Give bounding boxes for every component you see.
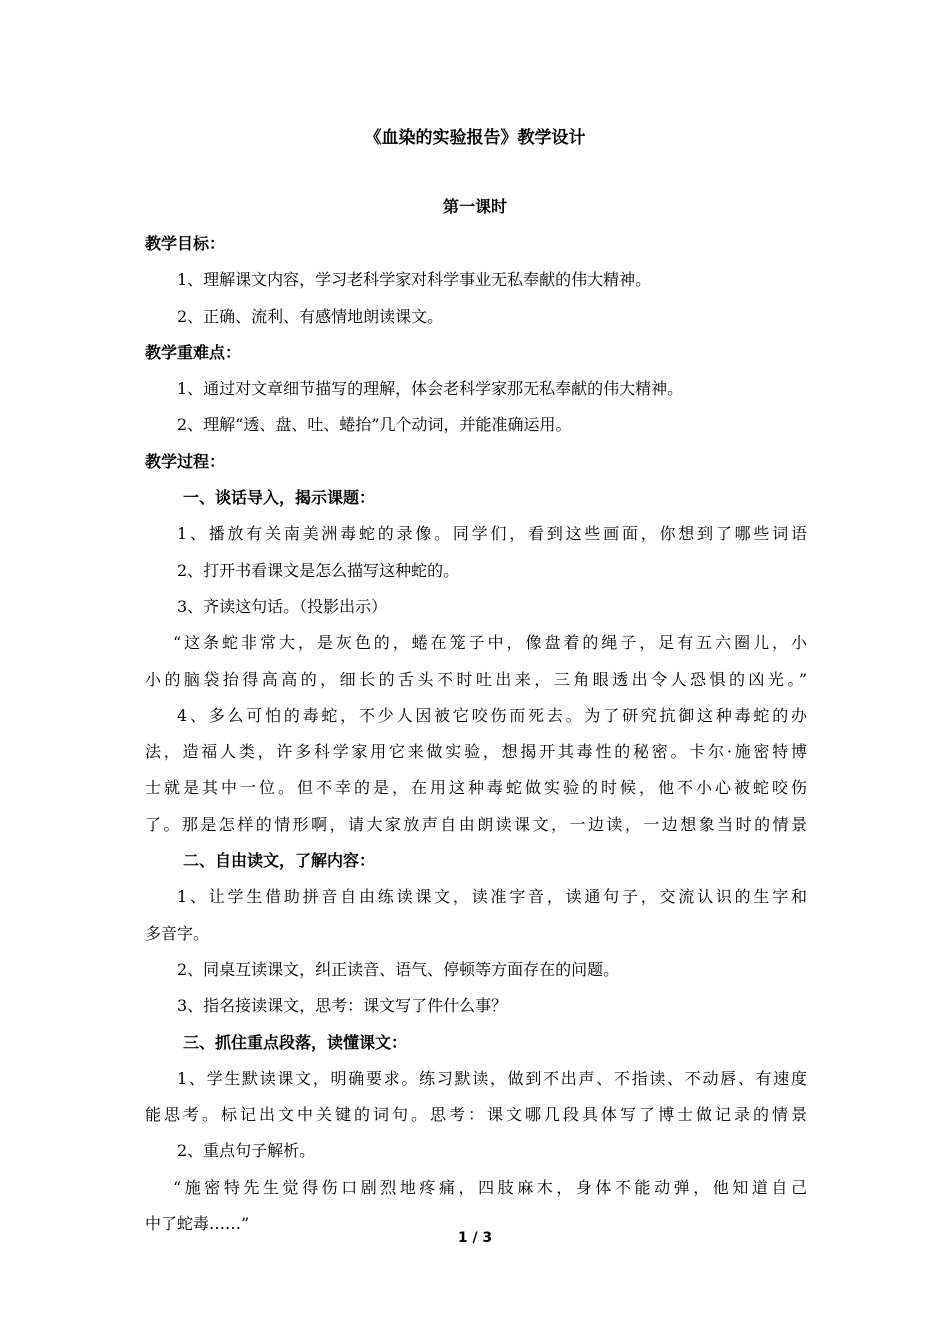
part2-item1-line2: 多音字。 [145, 923, 210, 943]
part2-item3: 3、指名接读课文，思考：课文写了件什么事？ [177, 996, 508, 1016]
objective-1: 1、理解课文内容，学习老科学家对科学事业无私奉献的伟大精神。 [177, 270, 652, 290]
difficulties-heading: 教学重难点： [145, 342, 242, 362]
quote2-line1: “施密特先生觉得伤口剧烈地疼痛，四肢麻木，身体不能动弹，他知道自己 [173, 1177, 807, 1197]
part2-heading: 二、自由读文，了解内容： [183, 851, 376, 871]
part1-item4-line3: 士就是其中一位。但不幸的是，在用这种毒蛇做实验的时候，他不小心被蛇咬伤 [145, 778, 807, 798]
difficulty-2: 2、理解“透、盘、吐、蜷抬”几个动词，并能准确运用。 [177, 415, 572, 435]
part1-item2: 2、打开书看课文是怎么描写这种蛇的。 [177, 560, 460, 580]
part1-item4-line2: 法，造福人类，许多科学家用它来做实验，想揭开其毒性的秘密。卡尔·施密特博 [145, 742, 807, 762]
page-indicator: 1 / 3 [457, 1230, 493, 1246]
part3-item2: 2、重点句子解析。 [177, 1141, 316, 1161]
difficulty-1: 1、通过对文章细节描写的理解，体会老科学家那无私奉献的伟大精神。 [177, 379, 684, 399]
part2-item2: 2、同桌互读课文，纠正读音、语气、停顿等方面存在的问题。 [177, 959, 620, 979]
part1-heading: 一、谈话导入，揭示课题： [183, 488, 376, 508]
quote1-line1: “这条蛇非常大，是灰色的，蜷在笼子中，像盘着的绳子，足有五六圈儿，小 [173, 633, 807, 653]
quote2-line2: 中了蛇毒……” [145, 1214, 250, 1234]
part3-item1-line2: 能思考。标记出文中关键的词句。思考：课文哪几段具体写了博士做记录的情景 [145, 1105, 807, 1125]
part2-item1-line1: 1、让学生借助拼音自由练读课文，读准字音，读通句子，交流认识的生字和 [177, 887, 807, 907]
objective-2: 2、正确、流利、有感情地朗读课文。 [177, 306, 444, 326]
part1-item3: 3、齐读这句话。（投影出示） [177, 596, 388, 616]
part1-item4-line4: 了。那是怎样的情形啊，请大家放声自由朗读课文，一边读，一边想象当时的情景 [145, 814, 807, 834]
part1-item4-line1: 4、多么可怕的毒蛇，不少人因被它咬伤而死去。为了研究抗御这种毒蛇的办 [177, 705, 807, 725]
quote1-line2: 小的脑袋抬得高高的，细长的舌头不时吐出来，三角眼透出令人恐惧的凶光。” [145, 669, 807, 689]
lesson-label: 第一课时 [442, 197, 507, 216]
document-title: 《血染的实验报告》教学设计 [364, 128, 586, 148]
document-body [145, 226, 807, 1242]
part1-item1: 1、播放有关南美洲毒蛇的录像。同学们，看到这些画面，你想到了哪些词语 [177, 524, 807, 544]
process-heading: 教学过程： [145, 451, 226, 471]
part3-heading: 三、抓住重点段落，读懂课文： [183, 1032, 408, 1052]
part3-item1-line1: 1、学生默读课文，明确要求。练习默读，做到不出声、不指读、不动唇、有速度 [177, 1068, 807, 1088]
objectives-heading: 教学目标： [145, 234, 226, 253]
